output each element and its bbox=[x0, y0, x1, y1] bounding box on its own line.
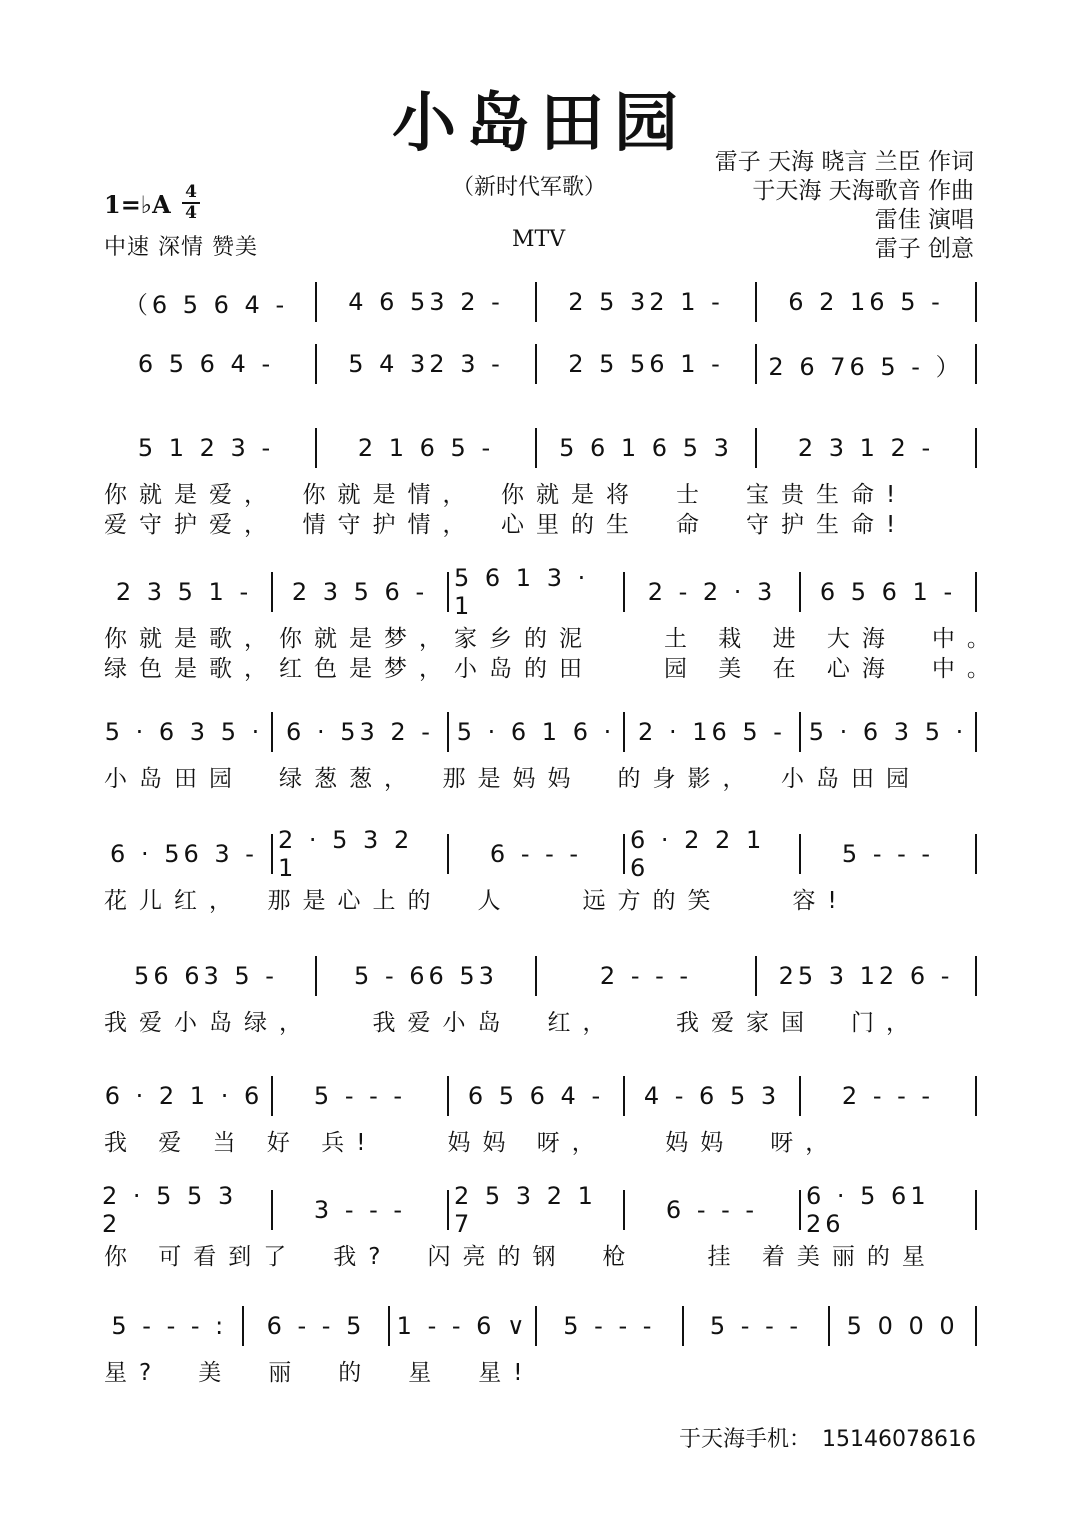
measure: 2 5 56 1 - bbox=[568, 350, 724, 378]
barline bbox=[535, 1306, 537, 1346]
tempo-marking: 中速 深情 赞美 bbox=[104, 235, 258, 260]
barline bbox=[315, 282, 317, 322]
barline bbox=[315, 956, 317, 996]
measure: 5 · 6 1 6 · bbox=[456, 718, 616, 746]
notation-row bbox=[96, 708, 976, 756]
notation-row bbox=[96, 1072, 976, 1120]
measure: 2 5 3 2 1 7 bbox=[454, 1182, 597, 1238]
notation-row bbox=[96, 340, 976, 388]
measure: 2 · 5 3 2 1 bbox=[278, 826, 414, 882]
lyric-line: 花儿红， 那是心上的 人 远方的笑 容! bbox=[104, 888, 849, 914]
measure: 6 · 2 2 1 6 bbox=[630, 826, 766, 882]
measure: 2 3 1 2 - bbox=[797, 434, 935, 462]
lyric-line: 爱守护爱， 情守护情， 心里的生 命 守护生命! bbox=[104, 512, 908, 538]
time-signature bbox=[182, 183, 200, 223]
credits bbox=[715, 148, 974, 264]
score-system bbox=[96, 564, 1002, 682]
measure: 5 6 1 6 5 3 bbox=[559, 434, 733, 462]
barline bbox=[447, 834, 449, 874]
measure: 2 1 6 5 - bbox=[357, 434, 495, 462]
song-title: 小岛田园 bbox=[392, 86, 688, 161]
lyric-line: 你 可看到了 我? 闪亮的钢 枪 挂 着美丽的星 bbox=[104, 1244, 937, 1270]
measure: 2 5 32 1 - bbox=[568, 288, 724, 316]
measure: 2 - - - bbox=[599, 962, 693, 990]
measure: 5 1 2 3 - bbox=[137, 434, 275, 462]
measure: 2 3 5 6 - bbox=[291, 578, 429, 606]
measure: 6 · 2 1 · 6 bbox=[104, 1082, 264, 1110]
lyric-line: 我 爱 当 好 兵! 妈妈 呀， 妈妈 呀， bbox=[104, 1130, 841, 1156]
barline bbox=[447, 572, 449, 612]
measure: 2 3 5 1 - bbox=[115, 578, 253, 606]
barline bbox=[975, 956, 977, 996]
measure: 56 63 5 - bbox=[134, 962, 278, 990]
measure: 5 · 6 3 5 · bbox=[104, 718, 264, 746]
notation-row bbox=[96, 424, 976, 472]
measure: 6 - - - bbox=[665, 1196, 759, 1224]
barline bbox=[755, 282, 757, 322]
barline bbox=[623, 572, 625, 612]
notation-row bbox=[96, 1182, 976, 1238]
barline bbox=[975, 712, 977, 752]
contact-info: 于天海手机： 15146078616 bbox=[679, 1427, 976, 1452]
credit-composer: 于天海 天海歌音 作曲 bbox=[752, 178, 974, 204]
barline bbox=[388, 1306, 390, 1346]
measure: 2 · 5 5 3 2 bbox=[102, 1182, 238, 1238]
score-system bbox=[96, 952, 976, 1036]
lyric-line: 绿色是歌，红色是梦，小岛的田 园 美 在 心海 中。 bbox=[104, 656, 1002, 682]
measure: 6 - - - bbox=[489, 840, 583, 868]
key-signature: 1=♭A bbox=[104, 190, 171, 219]
barline bbox=[447, 712, 449, 752]
lyric-line: 你就是歌，你就是梦，家乡的泥 土 栽 进 大海 中。 bbox=[104, 626, 1002, 652]
barline bbox=[623, 1076, 625, 1116]
barline bbox=[755, 344, 757, 384]
lyric-line: 你就是爱， 你就是情， 你就是将 士 宝贵生命! bbox=[104, 482, 908, 508]
measure: 2 6 76 5 - ） bbox=[768, 352, 964, 381]
barline bbox=[975, 1306, 977, 1346]
score-system bbox=[96, 1072, 976, 1156]
notation-row bbox=[96, 564, 976, 620]
barline bbox=[447, 1076, 449, 1116]
barline bbox=[535, 344, 537, 384]
measure: 6 - - 5 bbox=[266, 1312, 366, 1340]
measure: 4 6 53 2 - bbox=[348, 288, 504, 316]
time-sig-top: 4 bbox=[185, 182, 197, 202]
score-system bbox=[96, 424, 976, 538]
measure: 6 · 53 2 - bbox=[286, 718, 434, 746]
measure: 5 - - - bbox=[313, 1082, 407, 1110]
barline bbox=[315, 428, 317, 468]
barline bbox=[975, 834, 977, 874]
measure: 6 · 5 61 26 bbox=[806, 1182, 930, 1238]
credit-concept: 雷子 创意 bbox=[874, 236, 974, 262]
measure: 5 - 66 53 bbox=[354, 962, 498, 990]
credit-singer: 雷佳 演唱 bbox=[874, 207, 974, 233]
measure: 5 4 32 3 - bbox=[348, 350, 504, 378]
barline bbox=[271, 572, 273, 612]
measure: 6 5 6 4 - bbox=[137, 350, 275, 378]
time-sig-bottom: 4 bbox=[185, 203, 197, 223]
measure: 5 6 1 3 · 1 bbox=[454, 564, 590, 620]
barline bbox=[975, 282, 977, 322]
measure: 5 · 6 3 5 · bbox=[808, 718, 968, 746]
measure: 5 - - - bbox=[563, 1312, 656, 1340]
barline bbox=[799, 834, 801, 874]
measure: 2 - 2 · 3 bbox=[647, 578, 777, 606]
lyric-line: 小岛田园 绿葱葱， 那是妈妈 的身影， 小岛田园 bbox=[104, 766, 921, 792]
notation-row bbox=[96, 952, 976, 1000]
barline bbox=[975, 1190, 977, 1230]
score-system bbox=[96, 1182, 976, 1270]
barline bbox=[799, 1076, 801, 1116]
measure: 5 - - - bbox=[709, 1312, 803, 1340]
measure: 6 2 16 5 - bbox=[788, 288, 944, 316]
barline bbox=[755, 956, 757, 996]
barline bbox=[447, 1190, 449, 1230]
measure: 6 5 6 4 - bbox=[467, 1082, 605, 1110]
barline bbox=[315, 344, 317, 384]
barline bbox=[975, 344, 977, 384]
barline bbox=[623, 1190, 625, 1230]
barline bbox=[975, 572, 977, 612]
measure: 5 - - - bbox=[841, 840, 935, 868]
measure: 1 - - 6 ∨ bbox=[396, 1312, 529, 1340]
score-system bbox=[96, 826, 976, 914]
notation-row bbox=[96, 1302, 976, 1350]
barline bbox=[623, 712, 625, 752]
barline bbox=[755, 428, 757, 468]
barline bbox=[271, 834, 273, 874]
barline bbox=[535, 428, 537, 468]
mtv-label: MTV bbox=[512, 227, 566, 252]
barline bbox=[975, 1076, 977, 1116]
measure: 6 · 56 3 - bbox=[110, 840, 258, 868]
barline bbox=[535, 956, 537, 996]
notation-row bbox=[96, 826, 976, 882]
measure: 2 - - - bbox=[841, 1082, 935, 1110]
score-system bbox=[96, 340, 976, 388]
barline bbox=[799, 712, 801, 752]
barline bbox=[271, 1190, 273, 1230]
measure: （6 5 6 4 - bbox=[123, 290, 289, 319]
barline bbox=[799, 1190, 801, 1230]
score-system bbox=[96, 708, 976, 792]
measure: 4 - 6 5 3 bbox=[643, 1082, 781, 1110]
barline bbox=[975, 428, 977, 468]
notation-row bbox=[96, 278, 976, 326]
measure: 2 · 16 5 - bbox=[638, 718, 786, 746]
score-system bbox=[96, 1302, 976, 1386]
barline bbox=[623, 834, 625, 874]
barline bbox=[535, 282, 537, 322]
measure: 5 - - - : bbox=[111, 1312, 228, 1340]
barline bbox=[271, 712, 273, 752]
score-system bbox=[96, 278, 976, 326]
lyric-line: 我爱小岛绿， 我爱小岛 红， 我爱家国 门， bbox=[104, 1010, 921, 1036]
barline bbox=[828, 1306, 830, 1346]
barline bbox=[682, 1306, 684, 1346]
barline bbox=[799, 572, 801, 612]
barline bbox=[242, 1306, 244, 1346]
measure: 3 - - - bbox=[313, 1196, 407, 1224]
credit-lyricist: 雷子 天海 晓言 兰臣 作词 bbox=[714, 149, 974, 175]
song-subtitle: （新时代军歌） bbox=[452, 175, 607, 200]
measure: 6 5 6 1 - bbox=[819, 578, 957, 606]
measure: 25 3 12 6 - bbox=[778, 962, 954, 990]
measure: 5 0 0 0 bbox=[846, 1312, 959, 1340]
lyric-line: 星? 美 丽 的 星 星! bbox=[104, 1360, 535, 1386]
barline bbox=[271, 1076, 273, 1116]
